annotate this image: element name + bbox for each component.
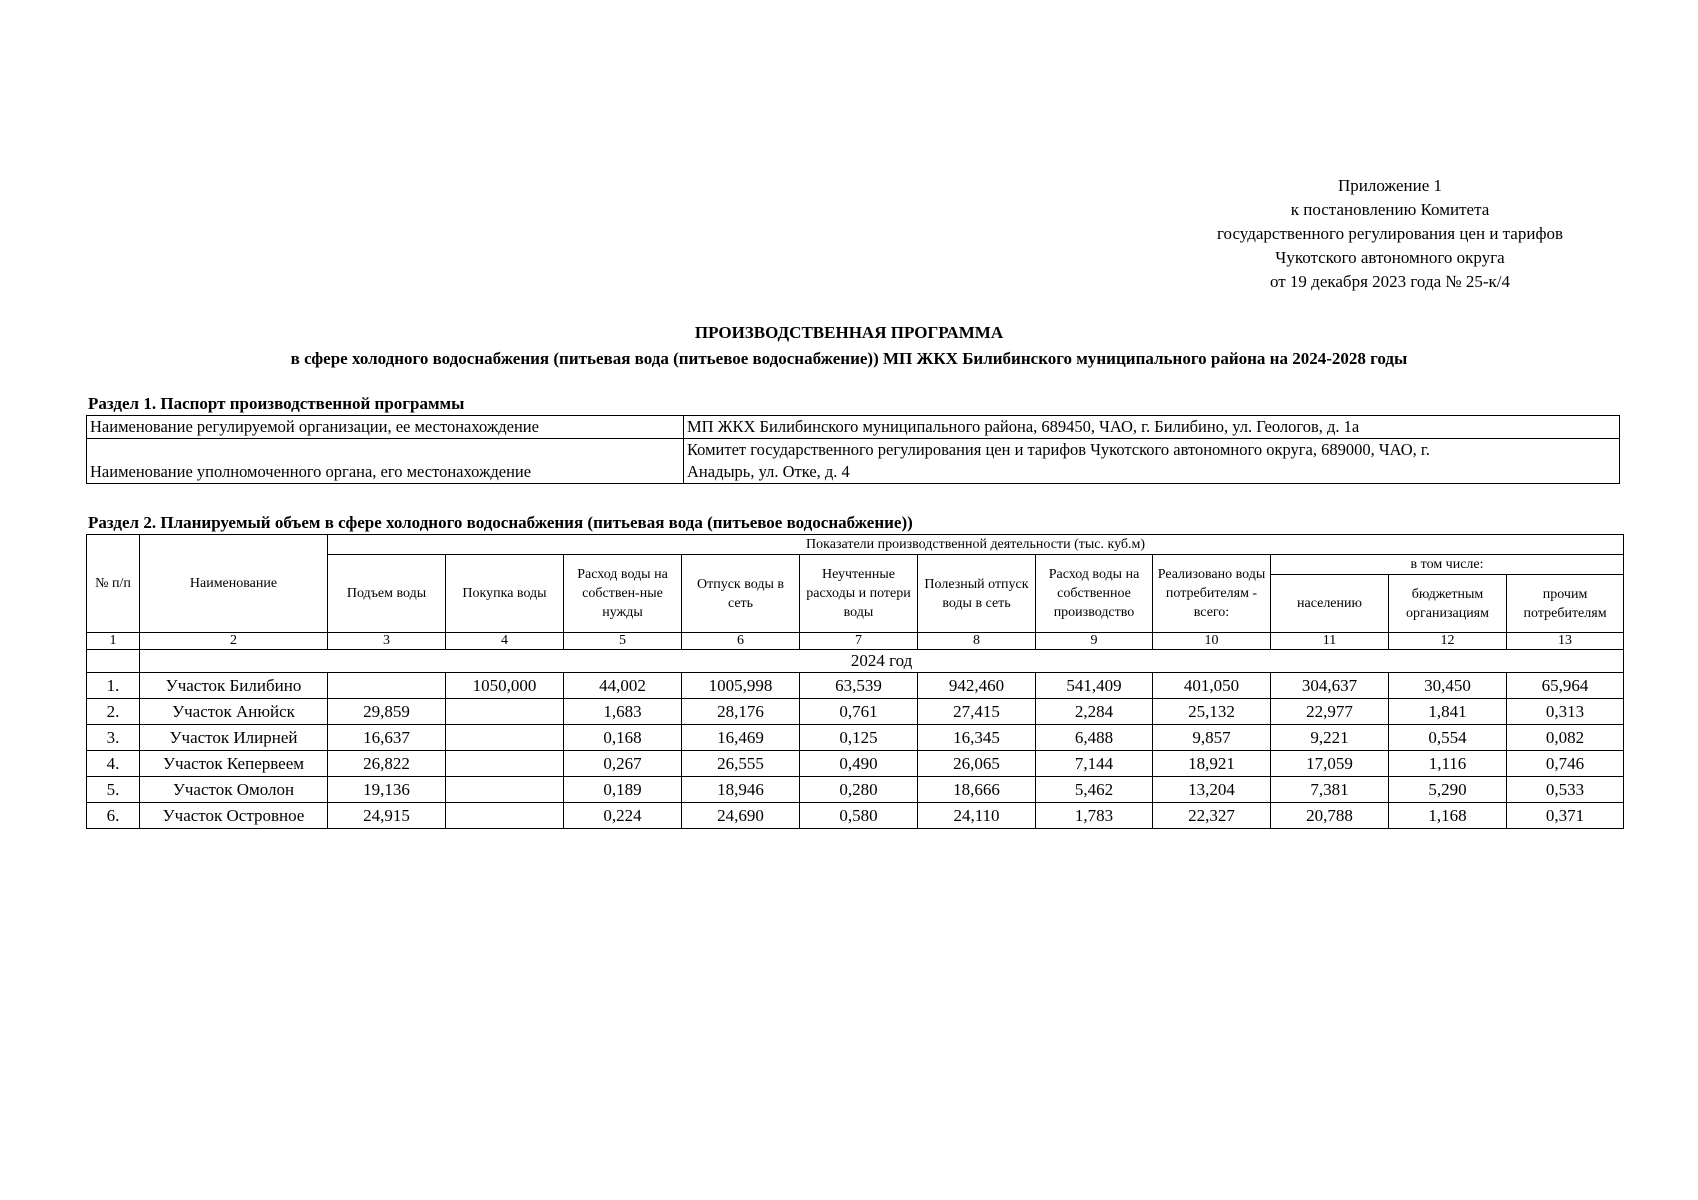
row-name: Участок Анюйск (140, 699, 328, 725)
year-row (87, 650, 1624, 673)
appendix-line: государственного регулирования цен и тарифов (1217, 224, 1563, 243)
table-row (87, 751, 1624, 777)
row-value-c9: 7,144 (1036, 751, 1153, 777)
row-value-c6: 26,555 (682, 751, 800, 777)
row-value-c5: 1,683 (564, 699, 682, 725)
col-header-including: в том числе: (1271, 555, 1624, 575)
row-value-c5: 0,189 (564, 777, 682, 803)
row-value-c8: 26,065 (918, 751, 1036, 777)
data-rows (87, 673, 1624, 829)
row-value-c6: 16,469 (682, 725, 800, 751)
column-number: 9 (1036, 633, 1153, 650)
row-value-c10: 25,132 (1153, 699, 1271, 725)
col-header-budget-orgs: бюджетным организациям (1389, 575, 1507, 633)
column-number: 6 (682, 633, 800, 650)
row-value-c9: 541,409 (1036, 673, 1153, 699)
column-number: 10 (1153, 633, 1271, 650)
row-name: Участок Кепервеем (140, 751, 328, 777)
row-number: 5. (87, 777, 140, 803)
col-header-population: населению (1271, 575, 1389, 633)
row-value-c11: 22,977 (1271, 699, 1389, 725)
row-number: 2. (87, 699, 140, 725)
row-value-c6: 24,690 (682, 803, 800, 829)
passport-row (87, 439, 1620, 484)
row-value-c9: 1,783 (1036, 803, 1153, 829)
row-value-c4 (446, 803, 564, 829)
row-value-c7: 63,539 (800, 673, 918, 699)
col-header-other: прочим потребителям (1507, 575, 1624, 633)
row-value-c13: 0,533 (1507, 777, 1624, 803)
row-value-c6: 28,176 (682, 699, 800, 725)
row-value-c10: 9,857 (1153, 725, 1271, 751)
row-name: Участок Билибино (140, 673, 328, 699)
row-value-c9: 5,462 (1036, 777, 1153, 803)
row-value-c3: 26,822 (328, 751, 446, 777)
row-value-c11: 304,637 (1271, 673, 1389, 699)
row-value-c9: 2,284 (1036, 699, 1153, 725)
column-number: 7 (800, 633, 918, 650)
column-number: 3 (328, 633, 446, 650)
row-value-c13: 0,371 (1507, 803, 1624, 829)
row-value-c8: 27,415 (918, 699, 1036, 725)
row-value-c5: 0,267 (564, 751, 682, 777)
appendix-block (1180, 174, 1600, 294)
row-value-c4 (446, 777, 564, 803)
row-value-c4 (446, 725, 564, 751)
col-header-own-production: Расход воды на собственное производство (1036, 555, 1153, 633)
row-value-c12: 0,554 (1389, 725, 1507, 751)
row-name: Участок Островное (140, 803, 328, 829)
row-name: Участок Омолон (140, 777, 328, 803)
row-value-c8: 24,110 (918, 803, 1036, 829)
table-row (87, 673, 1624, 699)
row-value-c13: 0,313 (1507, 699, 1624, 725)
row-value-c8: 16,345 (918, 725, 1036, 751)
appendix-line: Чукотского автономного округа (1275, 248, 1505, 267)
col-header-group: Показатели производственной деятельности (тыс. куб.м) (328, 535, 1624, 555)
passport-row (87, 416, 1620, 439)
row-value-c10: 22,327 (1153, 803, 1271, 829)
table-row (87, 803, 1624, 829)
passport-label: Наименование уполномоченного органа, его местонахождение (87, 439, 684, 484)
table-row (87, 725, 1624, 751)
column-number: 8 (918, 633, 1036, 650)
row-value-c8: 18,666 (918, 777, 1036, 803)
row-value-c3: 16,637 (328, 725, 446, 751)
row-value-c7: 0,580 (800, 803, 918, 829)
column-number: 13 (1507, 633, 1624, 650)
column-number: 11 (1271, 633, 1389, 650)
title-subtitle: в сфере холодного водоснабжения (питьевая вода (питьевое водоснабжение)) МП ЖКХ Билибинского муниципального района на 2024-2028 годы (290, 349, 1408, 368)
row-number: 6. (87, 803, 140, 829)
row-number: 3. (87, 725, 140, 751)
column-number: 2 (140, 633, 328, 650)
row-value-c3: 29,859 (328, 699, 446, 725)
row-value-c12: 1,168 (1389, 803, 1507, 829)
row-value-c6: 1005,998 (682, 673, 800, 699)
row-value-c4 (446, 699, 564, 725)
title-main: ПРОИЗВОДСТВЕННАЯ ПРОГРАММА (694, 323, 1004, 342)
row-value-c3: 24,915 (328, 803, 446, 829)
row-value-c4: 1050,000 (446, 673, 564, 699)
column-number: 1 (87, 633, 140, 650)
volumes-table (86, 534, 1624, 829)
row-value-c6: 18,946 (682, 777, 800, 803)
row-number: 4. (87, 751, 140, 777)
row-value-c13: 0,082 (1507, 725, 1624, 751)
col-header-supply: Отпуск воды в сеть (682, 555, 800, 633)
col-header-lift: Подъем воды (328, 555, 446, 633)
passport-value: МП ЖКХ Билибинского муниципального района, 689450, ЧАО, г. Билибино, ул. Геологов, д. 1а (684, 416, 1620, 439)
year-row-blank (87, 650, 140, 673)
row-number: 1. (87, 673, 140, 699)
table-row (87, 777, 1624, 803)
row-value-c12: 1,116 (1389, 751, 1507, 777)
section1-title: Раздел 1. Паспорт производственной программы (88, 394, 465, 413)
passport-value-line: Комитет государственного регулирования цен и тарифов Чукотского автономного округа, 689000, ЧАО, г. (687, 440, 1430, 459)
appendix-line: к постановлению Комитета (1290, 200, 1490, 219)
row-value-c4 (446, 751, 564, 777)
row-value-c12: 30,450 (1389, 673, 1507, 699)
passport-value (684, 439, 1620, 484)
row-value-c11: 20,788 (1271, 803, 1389, 829)
row-value-c3 (328, 673, 446, 699)
col-header-name: Наименование (140, 535, 328, 633)
row-value-c11: 7,381 (1271, 777, 1389, 803)
document-title (0, 320, 1698, 372)
row-name: Участок Илирней (140, 725, 328, 751)
col-header-own-needs: Расход воды на собствен-ные нужды (564, 555, 682, 633)
row-value-c7: 0,761 (800, 699, 918, 725)
row-value-c13: 0,746 (1507, 751, 1624, 777)
passport-value-line: Анадырь, ул. Отке, д. 4 (687, 462, 850, 481)
col-header-sold-total: Реализовано воды потребителям - всего: (1153, 555, 1271, 633)
col-header-purchase: Покупка воды (446, 555, 564, 633)
row-value-c5: 44,002 (564, 673, 682, 699)
row-value-c8: 942,460 (918, 673, 1036, 699)
table-row (87, 699, 1624, 725)
row-value-c7: 0,490 (800, 751, 918, 777)
year-label: 2024 год (140, 650, 1624, 673)
row-value-c5: 0,168 (564, 725, 682, 751)
passport-table (86, 415, 1620, 484)
row-value-c11: 17,059 (1271, 751, 1389, 777)
row-value-c5: 0,224 (564, 803, 682, 829)
row-value-c13: 65,964 (1507, 673, 1624, 699)
row-value-c7: 0,125 (800, 725, 918, 751)
row-value-c10: 13,204 (1153, 777, 1271, 803)
column-number: 5 (564, 633, 682, 650)
appendix-line: Приложение 1 (1338, 176, 1442, 195)
passport-label: Наименование регулируемой организации, ее местонахождение (87, 416, 684, 439)
section2-title: Раздел 2. Планируемый объем в сфере холодного водоснабжения (питьевая вода (питьевое водоснабжение)) (88, 513, 913, 532)
row-value-c10: 401,050 (1153, 673, 1271, 699)
row-value-c9: 6,488 (1036, 725, 1153, 751)
col-header-useful-supply: Полезный отпуск воды в сеть (918, 555, 1036, 633)
row-value-c10: 18,921 (1153, 751, 1271, 777)
row-value-c12: 1,841 (1389, 699, 1507, 725)
col-header-losses: Неучтенные расходы и потери воды (800, 555, 918, 633)
row-value-c3: 19,136 (328, 777, 446, 803)
column-number: 4 (446, 633, 564, 650)
header-row (87, 535, 1624, 555)
column-numbers-row (87, 633, 1624, 650)
row-value-c12: 5,290 (1389, 777, 1507, 803)
row-value-c7: 0,280 (800, 777, 918, 803)
appendix-line: от 19 декабря 2023 года № 25-к/4 (1269, 272, 1511, 291)
row-value-c11: 9,221 (1271, 725, 1389, 751)
column-number: 12 (1389, 633, 1507, 650)
col-header-num: № п/п (87, 535, 140, 633)
